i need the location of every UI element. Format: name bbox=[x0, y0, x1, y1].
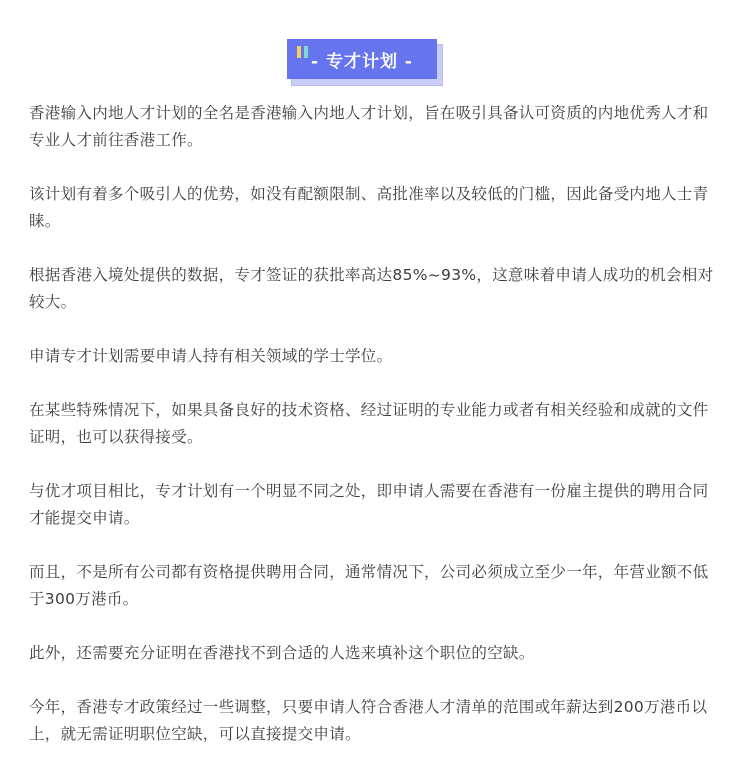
paragraph-8: 此外，还需要充分证明在香港找不到合适的人选来填补这个职位的空缺。 bbox=[29, 644, 535, 662]
section-title: - 专才计划 - bbox=[311, 51, 413, 72]
title-decoration-icon bbox=[297, 46, 311, 58]
paragraph-5: 在某些特殊情况下，如果具备良好的技术资格、经过证明的专业能力或者有相关经验和成就的文件证明，也可以获得接受。 bbox=[29, 401, 709, 446]
section-title-badge bbox=[287, 39, 443, 85]
paragraph-6: 与优才项目相比，专才计划有一个明显不同之处，即申请人需要在香港有一份雇主提供的聘用合同才能提交申请。 bbox=[29, 482, 709, 527]
paragraph-7: 而且，不是所有公司都有资格提供聘用合同，通常情况下，公司必须成立至少一年，年营业额不低于300万港币。 bbox=[29, 563, 709, 608]
paragraph-2: 该计划有着多个吸引人的优势，如没有配额限制、高批准率以及较低的门槛，因此备受内地人士青睐。 bbox=[29, 185, 709, 230]
deco-bar-yellow bbox=[297, 46, 301, 58]
paragraph-1: 香港输入内地人才计划的全名是香港输入内地人才计划，旨在吸引具备认可资质的内地优秀人才和专业人才前往香港工作。 bbox=[29, 104, 709, 149]
deco-bar-teal bbox=[304, 46, 308, 58]
paragraph-3: 根据香港入境处提供的数据，专才签证的获批率高达85%~93%，这意味着申请人成功的机会相对较大。 bbox=[29, 266, 714, 311]
article-body bbox=[29, 100, 719, 775]
title-box bbox=[287, 39, 437, 79]
paragraph-4: 申请专才计划需要申请人持有相关领域的学士学位。 bbox=[29, 347, 393, 365]
paragraph-9: 今年，香港专才政策经过一些调整，只要申请人符合香港人才清单的范围或年薪达到200万港币以上，就无需证明职位空缺，可以直接提交申请。 bbox=[29, 698, 708, 743]
